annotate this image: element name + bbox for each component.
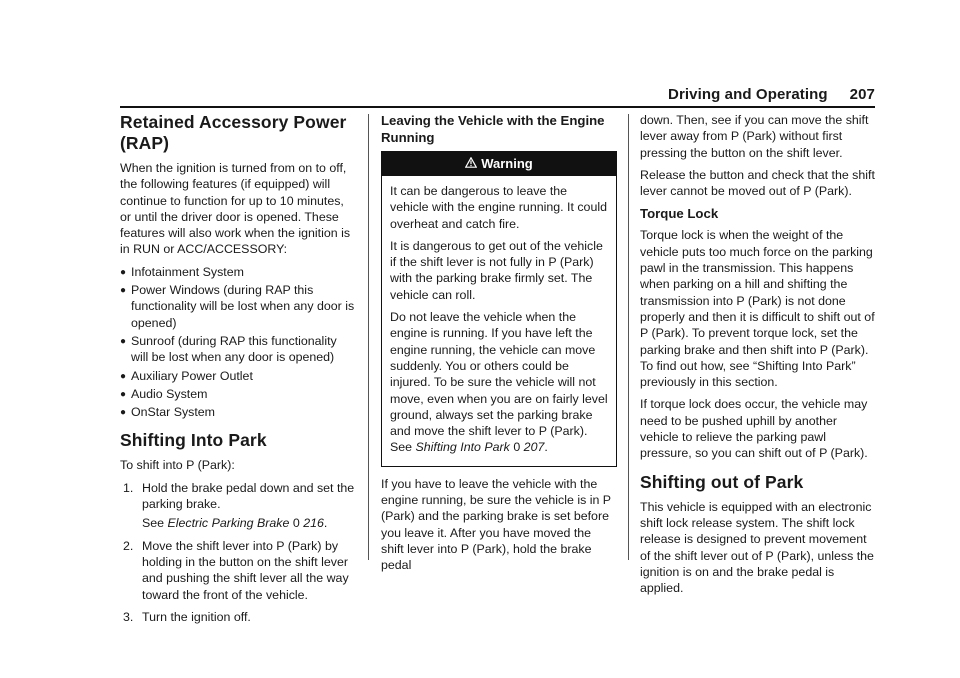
shift-park-steps [120,480,356,625]
torque-lock-paragraph: If torque lock does occur, the vehicle may need to be pushed uphill by another vehicle to relieve the parking pawl pressure, so you can shift out of P (Park). [640,397,868,461]
warning-body [382,176,616,466]
step-item: 1. Hold the brake pedal down and set the parking brake. See Electric Parking Brake 0 216. [123,480,355,531]
list-item: ● Auxiliary Power Outlet [120,368,356,384]
step-item: 2. Move the shift lever into P (Park) by holding in the button on the shift lever and pushing the shift lever all the way toward the front of the vehicle. [123,538,349,602]
header-rule [120,106,875,108]
section-name: Driving and Operating [668,86,828,103]
shift-park-heading: Shifting Into Park [120,430,267,451]
page-number: 207 [849,86,875,103]
release-paragraph: Release the button and check that the shift lever cannot be moved out of P (Park). [640,167,875,199]
warning-header [382,152,616,176]
list-item: ● OnStar System [120,404,356,420]
rap-feature-list [120,264,356,421]
bullet-icon: ● [120,335,127,347]
warning-paragraph: It is dangerous to get out of the vehicle if the shift lever is not fully in P (Park) with the parking brake firmly set. The vehicle can roll. [390,238,603,302]
bullet-icon: ● [120,407,127,419]
list-item: ● Sunroof (during RAP this functionality will be lost when any door is opened) [120,333,337,365]
continued-paragraph: down. Then, see if you can move the shift lever away from P (Park) without first pressing the button on the shift lever. [640,113,869,160]
column-1 [120,112,356,631]
shift-out-park-heading: Shifting out of Park [640,471,804,492]
step-item: 3. Turn the ignition off. [123,609,251,624]
see-reference: See Electric Parking Brake 0 216. [142,516,328,531]
bullet-icon: ● [120,285,127,297]
shift-park-intro: To shift into P (Park): [120,458,235,473]
column-2 [381,112,617,580]
warning-paragraph: It can be dangerous to leave the vehicle with the engine running. It could overheat and catch fire. [390,184,607,231]
bullet-icon: ● [120,370,127,382]
bullet-icon: ● [120,266,127,278]
shift-out-park-paragraph: This vehicle is equipped with an electronic shift lock release system. The shift lock release is designed to prevent movement of the shift lever out of P (Park), unless the ignition is on and the brake pedal is applied. [640,499,874,596]
column-divider-1 [368,114,369,560]
running-header [668,86,875,103]
page-arrow-icon: 0 [513,440,521,455]
column-divider-2 [628,114,629,560]
page-header [120,86,875,106]
torque-lock-heading: Torque Lock [640,206,719,222]
page-arrow-icon: 0 [292,516,300,531]
rap-intro: When the ignition is turned from on to off, the following features (if equipped) will continue to function for up to 10 minutes, or until the driver door is opened. These features will also work when the ignition is in RUN or ACC/ACCESSORY: [120,161,351,257]
shifting-into-park-link[interactable]: Shifting Into Park 0 207 [415,440,545,455]
leaving-vehicle-paragraph: If you have to leave the vehicle with the engine running, be sure the vehicle is in P (Park) and the parking brake is set before you leave it. After you have moved the shift lever into P (Park), hold the brake pedal [381,476,611,573]
rap-heading: Retained Accessory Power (RAP) [120,112,347,153]
leaving-vehicle-heading: Leaving the Vehicle with the Engine Running [381,113,605,145]
warning-box [381,151,617,467]
warning-paragraph: Do not leave the vehicle when the engine is running. If you have left the engine running, the vehicle can move suddenly. You or others could be injured. To be sure the vehicle will not move, even when you are on fairly level ground, always set the parking brake and move the shift lever to P (Park). See Shifting Into Park 0 207. [390,310,608,455]
list-item: ● Power Windows (during RAP this functionality will be lost when any door is opened) [120,283,355,330]
column-3 [640,112,878,602]
list-item: ● Audio System [120,386,356,402]
torque-lock-paragraph: Torque lock is when the weight of the vehicle puts too much force on the parking pawl in the transmission. This happens when parking on a hill and shifting the transmission into P (Park) is not done properly and then it is difficult to shift out of P (Park). To prevent torque lock, set the parking brake and then shift into P (Park). To find out how, see “Shifting Into Park” previously in this section. [640,228,875,390]
warning-label: Warning [481,156,533,171]
warning-triangle-icon [465,152,477,176]
electric-parking-brake-link[interactable]: Electric Parking Brake 0 216 [167,516,324,531]
bullet-icon: ● [120,388,127,400]
list-item: ● Infotainment System [120,264,356,280]
